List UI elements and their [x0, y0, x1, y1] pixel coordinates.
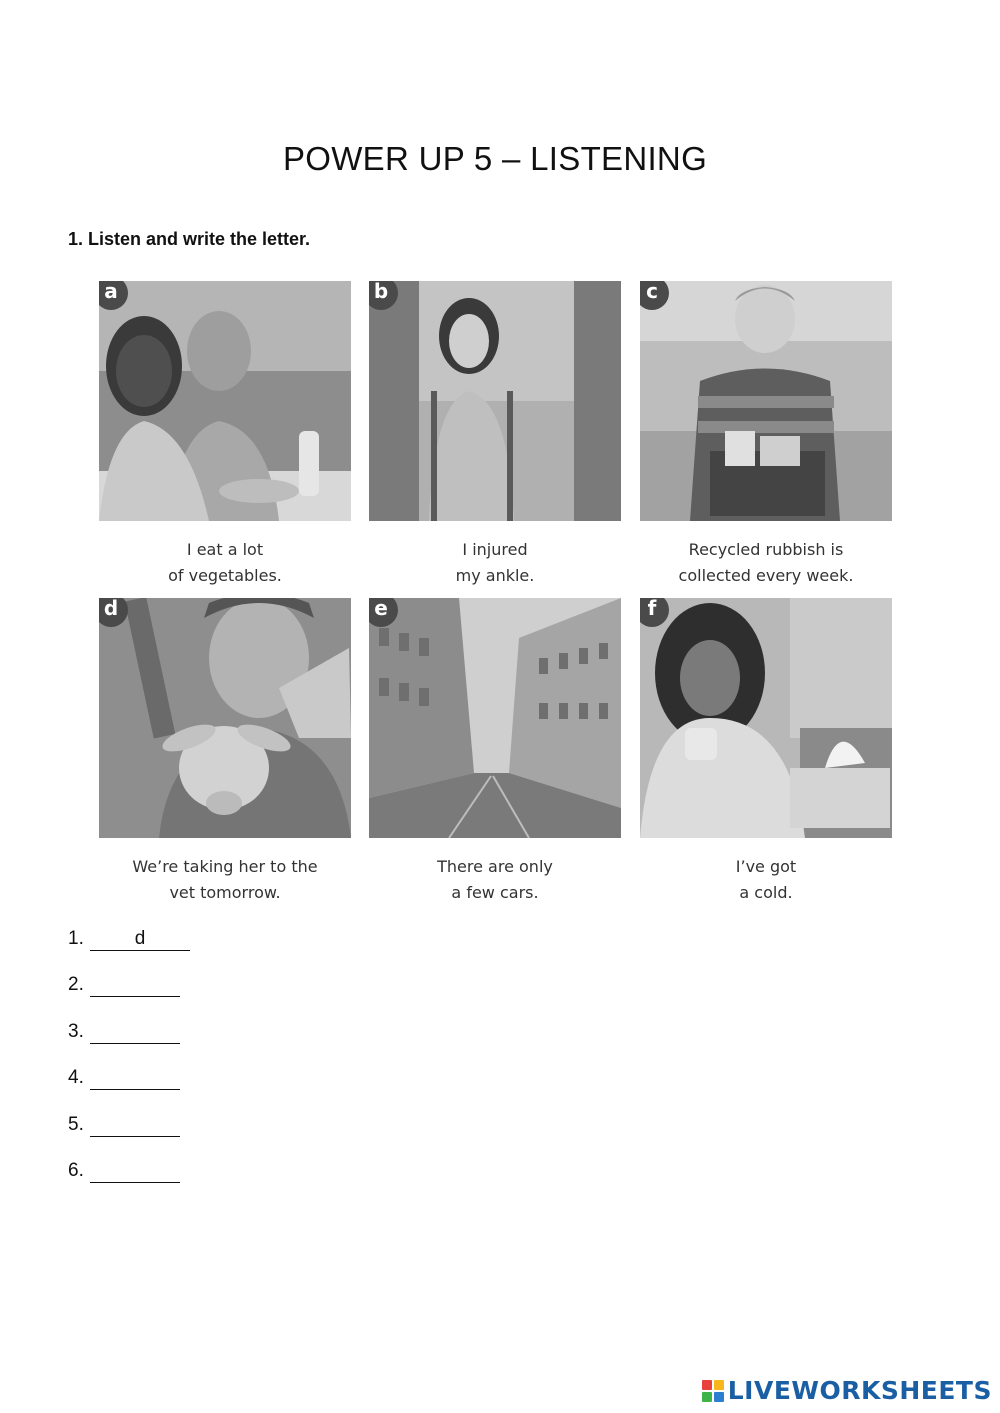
- answer-field-2[interactable]: [90, 974, 180, 997]
- letter-badge-f: f: [640, 598, 669, 627]
- letter-badge-a: a: [99, 281, 128, 310]
- exercise-instruction: 1. Listen and write the letter.: [68, 229, 311, 249]
- letter-badge-b: b: [369, 281, 398, 310]
- photo-boy-recycling: [640, 281, 892, 521]
- picture-grid: [99, 281, 892, 901]
- answer-field-5[interactable]: [90, 1114, 180, 1137]
- answer-number: 2.: [68, 974, 84, 996]
- answer-row-2: [68, 974, 190, 1020]
- picture-card-f: [640, 598, 892, 906]
- answer-number: 3.: [68, 1020, 84, 1042]
- caption-c: Recycled rubbish is collected every week.: [678, 540, 854, 585]
- photo-girl-cold: [640, 598, 892, 838]
- picture-card-c: [640, 281, 892, 589]
- answer-list: [68, 928, 190, 1206]
- answer-number: 6.: [68, 1159, 84, 1181]
- answer-row-5: [68, 1114, 190, 1160]
- letter-badge-d: d: [99, 598, 128, 627]
- letter-badge-c: c: [640, 281, 669, 310]
- brand-name: LIVEWORKSHEETS: [727, 1376, 992, 1405]
- photo-girl-crutches: [369, 281, 621, 521]
- page-title: POWER UP 5 – LISTENING: [282, 140, 708, 177]
- caption-b: I injured my ankle.: [455, 540, 535, 585]
- photo-girls-eating: [99, 281, 351, 521]
- caption-f: I’ve got a cold.: [735, 857, 797, 902]
- picture-card-e: [369, 598, 621, 906]
- logo-icon: [702, 1380, 724, 1402]
- caption-e: There are only a few cars.: [437, 857, 553, 902]
- answer-field-1[interactable]: d: [90, 928, 190, 951]
- caption-a: I eat a lot of vegetables.: [168, 540, 282, 585]
- answer-number: 5.: [68, 1113, 84, 1135]
- answer-row-4: [68, 1067, 190, 1113]
- answer-row-3: [68, 1021, 190, 1067]
- letter-badge-e: e: [369, 598, 398, 627]
- answer-number: 1.: [68, 928, 84, 949]
- answer-field-4[interactable]: [90, 1067, 180, 1090]
- picture-card-a: [99, 281, 351, 589]
- caption-d: We’re taking her to the vet tomorrow.: [132, 857, 318, 902]
- answer-row-6: [68, 1160, 190, 1206]
- answer-row-1: [68, 928, 190, 974]
- photo-boy-goat: [99, 598, 351, 838]
- picture-card-b: [369, 281, 621, 589]
- answer-field-6[interactable]: [90, 1160, 180, 1183]
- photo-city-street: [369, 598, 621, 838]
- answer-field-3[interactable]: [90, 1021, 180, 1044]
- liveworksheets-logo[interactable]: [702, 1376, 992, 1405]
- picture-card-d: [99, 598, 351, 906]
- answer-number: 4.: [68, 1067, 84, 1089]
